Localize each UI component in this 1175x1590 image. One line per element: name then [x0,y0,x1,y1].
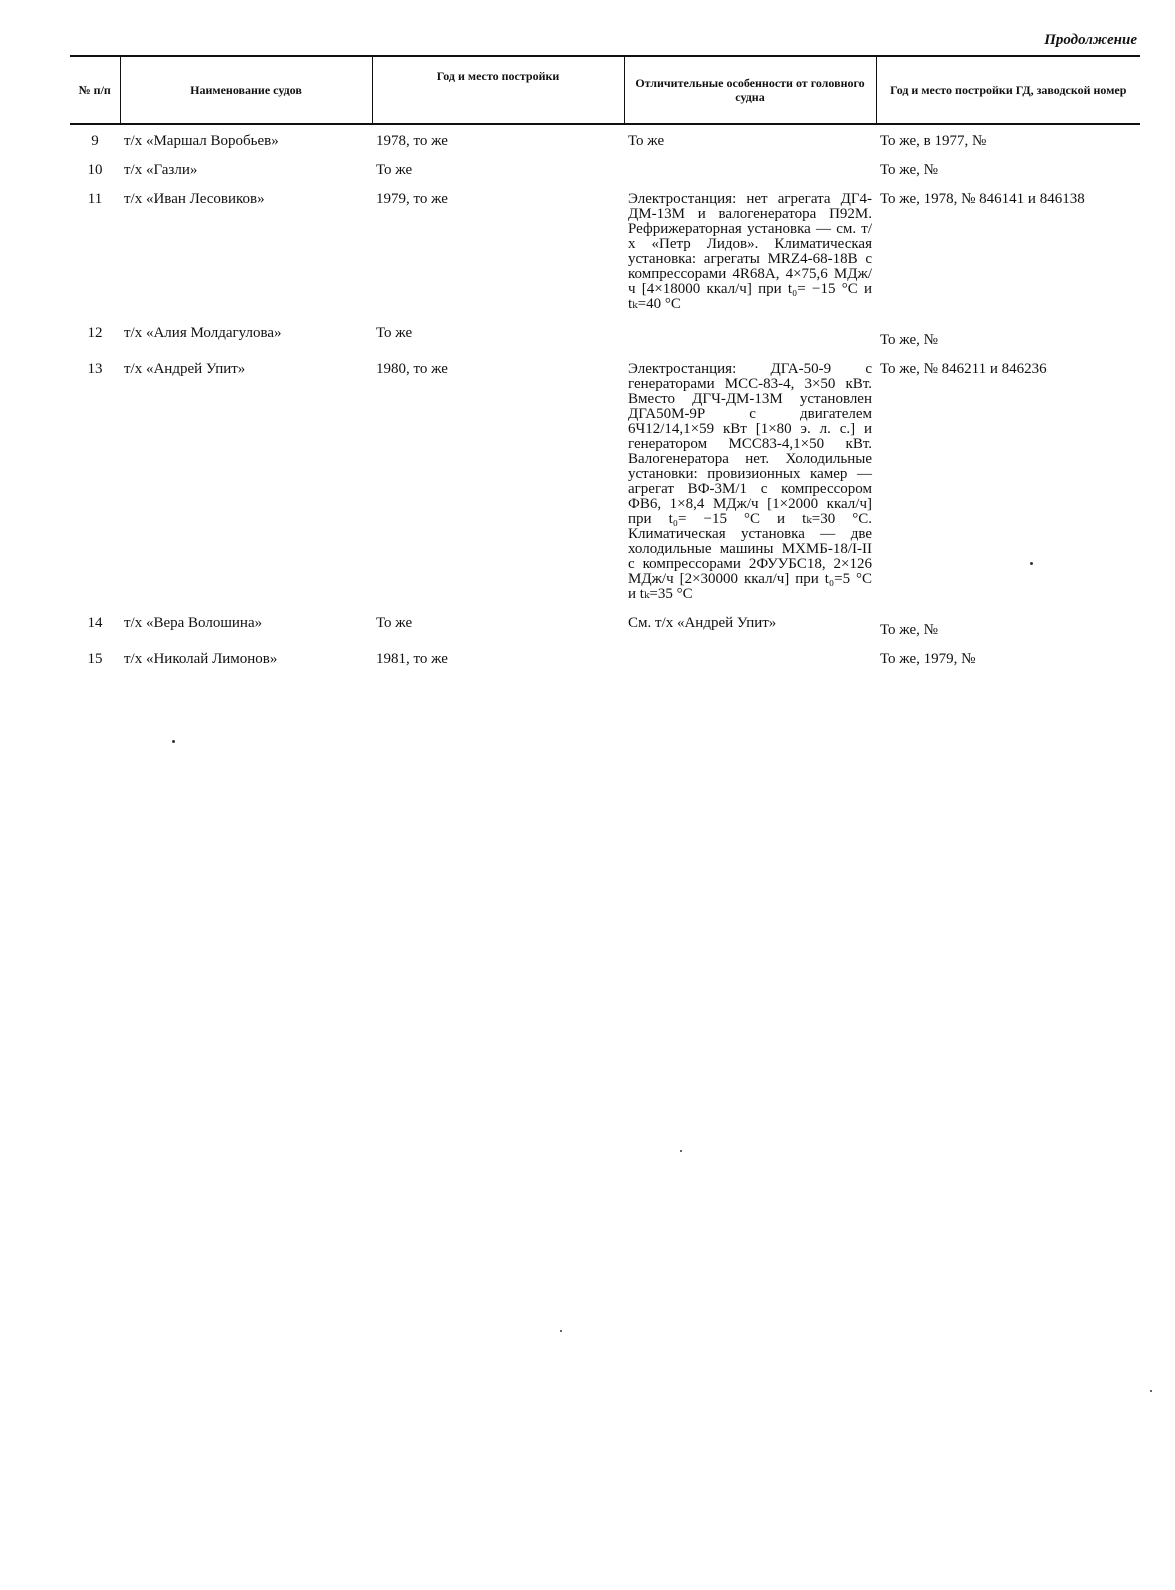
col-header-number: № п/п [70,56,120,124]
engine-build-info: То же, 1978, № 846141 и 846138 [880,191,1085,207]
row-number: 12 [87,325,103,341]
table-row [70,611,1140,647]
col-header-build-year-place: Год и место постройки [372,56,624,124]
engine-build-info: То же, № [880,332,938,348]
table-header-row [70,56,1140,124]
scan-speck [560,1330,562,1332]
build-year-place: 1981, то же [376,651,448,667]
col-header-ship-name: Наименование судов [120,56,372,124]
row-number: 14 [87,615,103,631]
engine-build-info: То же, 1979, № [880,651,976,667]
build-year-place: То же [376,325,413,341]
ship-name: т/х «Иван Лесовиков» [124,191,265,207]
ship-name: т/х «Алия Молдагулова» [124,325,282,341]
table-row [70,357,1140,611]
build-year-place: 1978, то же [376,133,448,149]
table-row [70,647,1140,676]
ship-name: т/х «Газли» [124,162,198,178]
row-number: 10 [87,162,103,178]
table-row [70,321,1140,357]
distinctive-features: См. т/х «Андрей Упит» [628,615,777,631]
ships-table [70,55,1140,676]
engine-build-info: То же, № [880,162,938,178]
row-number: 11 [87,191,103,207]
table-row [70,158,1140,187]
engine-build-info: То же, № [880,622,938,638]
ship-name: т/х «Андрей Упит» [124,361,246,377]
distinctive-features: Электростанция: ДГА-50-9 с генераторами МСС-83-4, 3×50 кВт. Вместо ДГЧ-ДМ-13М установлен ДГА50М-9Р с двигателем 6Ч12/14,1×59 кВт [1×80 э. л. с.] и генератором МСС83-4,1×50 кВт. Валогенератора нет. Холодильные установки: провизионных камер — агрегат ВФ-3М/1 с компрессором ФВ6, 1×8,4 МДж/ч [1×2000 ккал/ч] при t₀= −15 °C и tₖ=30 °C. Климатическая установка — две холодильные машины МХМБ-18/I-II с компрессорами 2ФУУБС18, 2×126 МДж/ч [2×30000 ккал/ч] при t₀=5 °C и tₖ=35 °C [628,361,872,602]
table-row [70,124,1140,158]
distinctive-features [624,321,876,357]
scan-speck [680,1150,682,1152]
ship-name: т/х «Вера Волошина» [124,615,263,631]
engine-build-info: То же, № 846211 и 846236 [880,361,1047,377]
distinctive-features: Электростанция: нет агрегата ДГ4-ДМ-13М и валогенератора П92М. Рефрижераторная установка — см. т/х «Петр Лидов». Климатическая установка: агрегаты MRZ4-68-18B с компрессорами 4R68A, 4×75,6 МДж/ч [4×18000 ккал/ч] при t₀= −15 °C и tₖ=40 °C [628,191,872,312]
distinctive-features: То же [628,133,665,149]
distinctive-features [624,158,876,187]
scan-speck [1030,562,1033,565]
continuation-label: Продолжение [1044,32,1137,48]
distinctive-features [624,647,876,676]
build-year-place: 1979, то же [376,191,448,207]
row-number: 13 [87,361,103,377]
row-number: 9 [91,133,99,149]
col-header-engine-build: Год и место постройки ГД, заводской номер [876,56,1140,124]
scan-speck [172,740,175,743]
col-header-features: Отличительные особенности от головного судна [624,56,876,124]
build-year-place: То же [376,615,413,631]
table-row [70,187,1140,321]
ship-name: т/х «Маршал Воробьев» [124,133,279,149]
engine-build-info: То же, в 1977, № [880,133,987,149]
build-year-place: То же [376,162,413,178]
ship-name: т/х «Николай Лимонов» [124,651,278,667]
row-number: 15 [87,651,103,667]
build-year-place: 1980, то же [376,361,448,377]
scan-speck [1150,1390,1152,1392]
